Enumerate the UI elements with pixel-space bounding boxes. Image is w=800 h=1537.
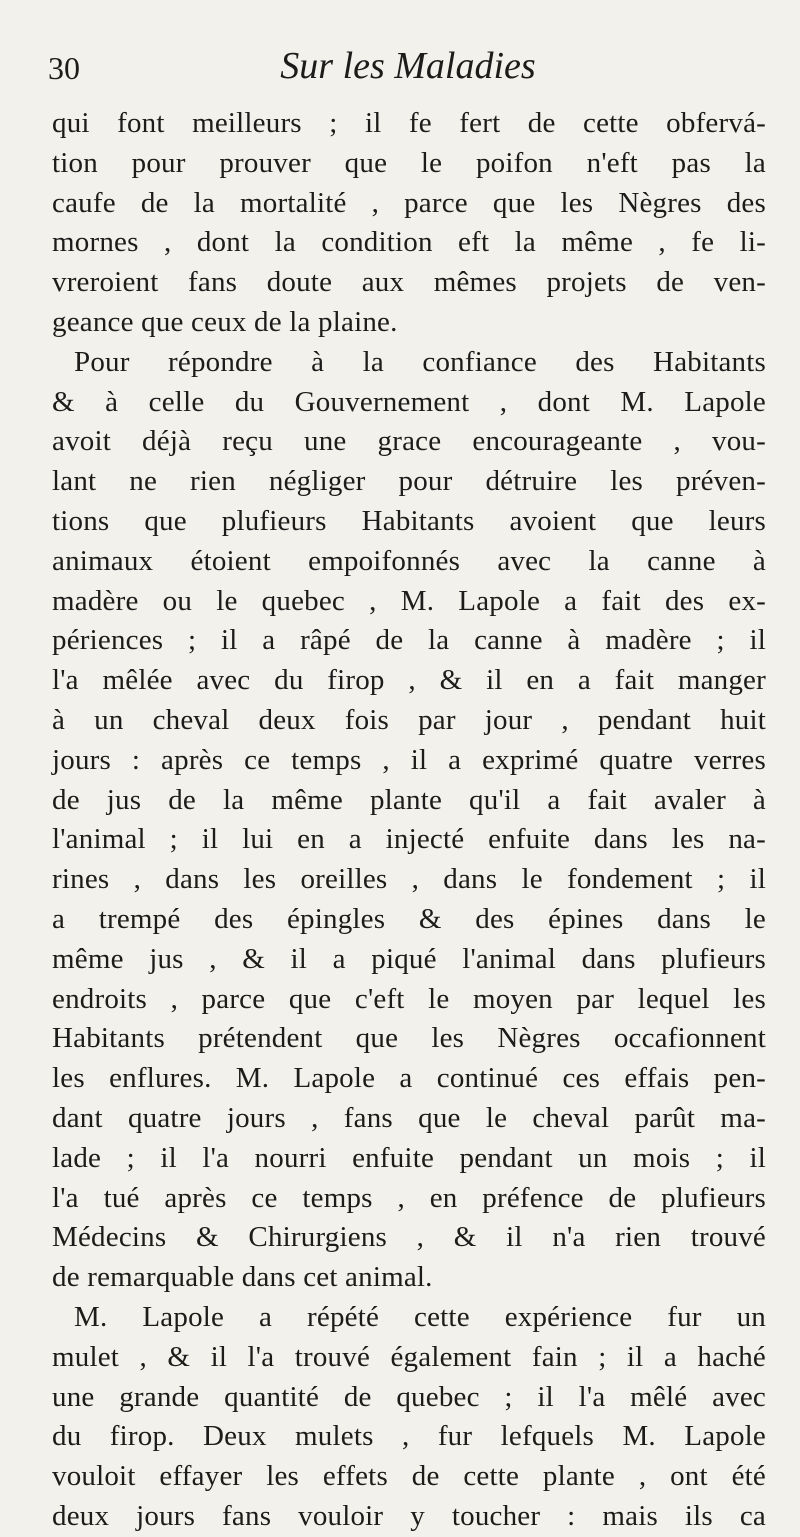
text-line: M. Lapole a répété cette expérience fur un xyxy=(74,1300,766,1333)
text-line: madère ou le quebec , M. Lapole a fait des ex- xyxy=(52,584,766,617)
text-line: l'animal ; il lui en a injecté enfuite dans les na- xyxy=(52,823,766,856)
text-line: lade ; il l'a nourri enfuite pendant un mois ; il xyxy=(52,1141,766,1174)
page-header xyxy=(48,44,768,92)
text-line: avoit déjà reçu une grace encourageante , vou- xyxy=(52,425,766,458)
text-line: caufe de la mortalité , parce que les Nègres des xyxy=(52,186,766,219)
text-line: & à celle du Gouvernement , dont M. Lapole xyxy=(52,385,766,418)
text-line: de jus de la même plante qu'il a fait avaler à xyxy=(52,783,766,816)
text-line: lant ne rien négliger pour détruire les préven- xyxy=(52,465,766,498)
text-line: qui font meilleurs ; il fe fert de cette obfervá- xyxy=(52,107,766,139)
text-line: rines , dans les oreilles , dans le fondement ; il xyxy=(52,863,766,896)
text-line: mornes , dont la condition eft la même , fe li- xyxy=(52,226,766,259)
page-number: 30 xyxy=(48,50,80,86)
text-line: à un cheval deux fois par jour , pendant huit xyxy=(52,703,766,736)
text-line: même jus , & il a piqué l'animal dans plufieurs xyxy=(52,942,766,975)
text-line: de remarquable dans cet animal. xyxy=(52,1261,433,1294)
text-line: tion pour prouver que le poifon n'eft pas la xyxy=(52,146,766,179)
text-line: Habitants prétendent que les Nègres occafionnent xyxy=(52,1022,766,1055)
text-line: périences ; il a râpé de la canne à madère ; il xyxy=(52,624,766,657)
text-line: du firop. Deux mulets , fur lefquels M. Lapole xyxy=(52,1420,766,1453)
text-line: animaux étoient empoifonnés avec la canne à xyxy=(52,544,766,577)
text-line: Médecins & Chirurgiens , & il n'a rien trouvé xyxy=(52,1221,766,1254)
text-line: dant quatre jours , fans que le cheval parût ma- xyxy=(52,1101,766,1134)
text-line: l'a tué après ce temps , en préfence de plufieurs xyxy=(52,1181,766,1214)
running-head: Sur les Maladies xyxy=(280,45,536,87)
text-line: mulet , & il l'a trouvé également fain ; il a haché xyxy=(52,1340,766,1373)
text-line: vouloit effayer les effets de cette plante , ont été xyxy=(52,1460,766,1493)
text-line: l'a mêlée avec du firop , & il en a fait manger xyxy=(52,664,766,697)
text-line: jours : après ce temps , il a exprimé quatre verres xyxy=(52,743,766,776)
text-line: les enflures. M. Lapole a continué ces effais pen- xyxy=(52,1062,766,1095)
text-line: geance que ceux de la plaine. xyxy=(52,305,398,338)
text-line: tions que plufieurs Habitants avoient que leurs xyxy=(52,504,766,537)
text-line: a trempé des épingles & des épines dans le xyxy=(52,902,766,935)
text-line: une grande quantité de quebec ; il l'a mêlé avec xyxy=(52,1380,766,1413)
text-line: endroits , parce que c'eft le moyen par lequel les xyxy=(52,982,766,1015)
text-line: vreroient fans doute aux mêmes projets de ven- xyxy=(52,266,766,299)
text-line: deux jours fans vouloir y toucher : mais ils ca xyxy=(52,1499,766,1532)
body-text xyxy=(52,104,766,1537)
text-line: Pour répondre à la confiance des Habitants xyxy=(74,345,766,378)
